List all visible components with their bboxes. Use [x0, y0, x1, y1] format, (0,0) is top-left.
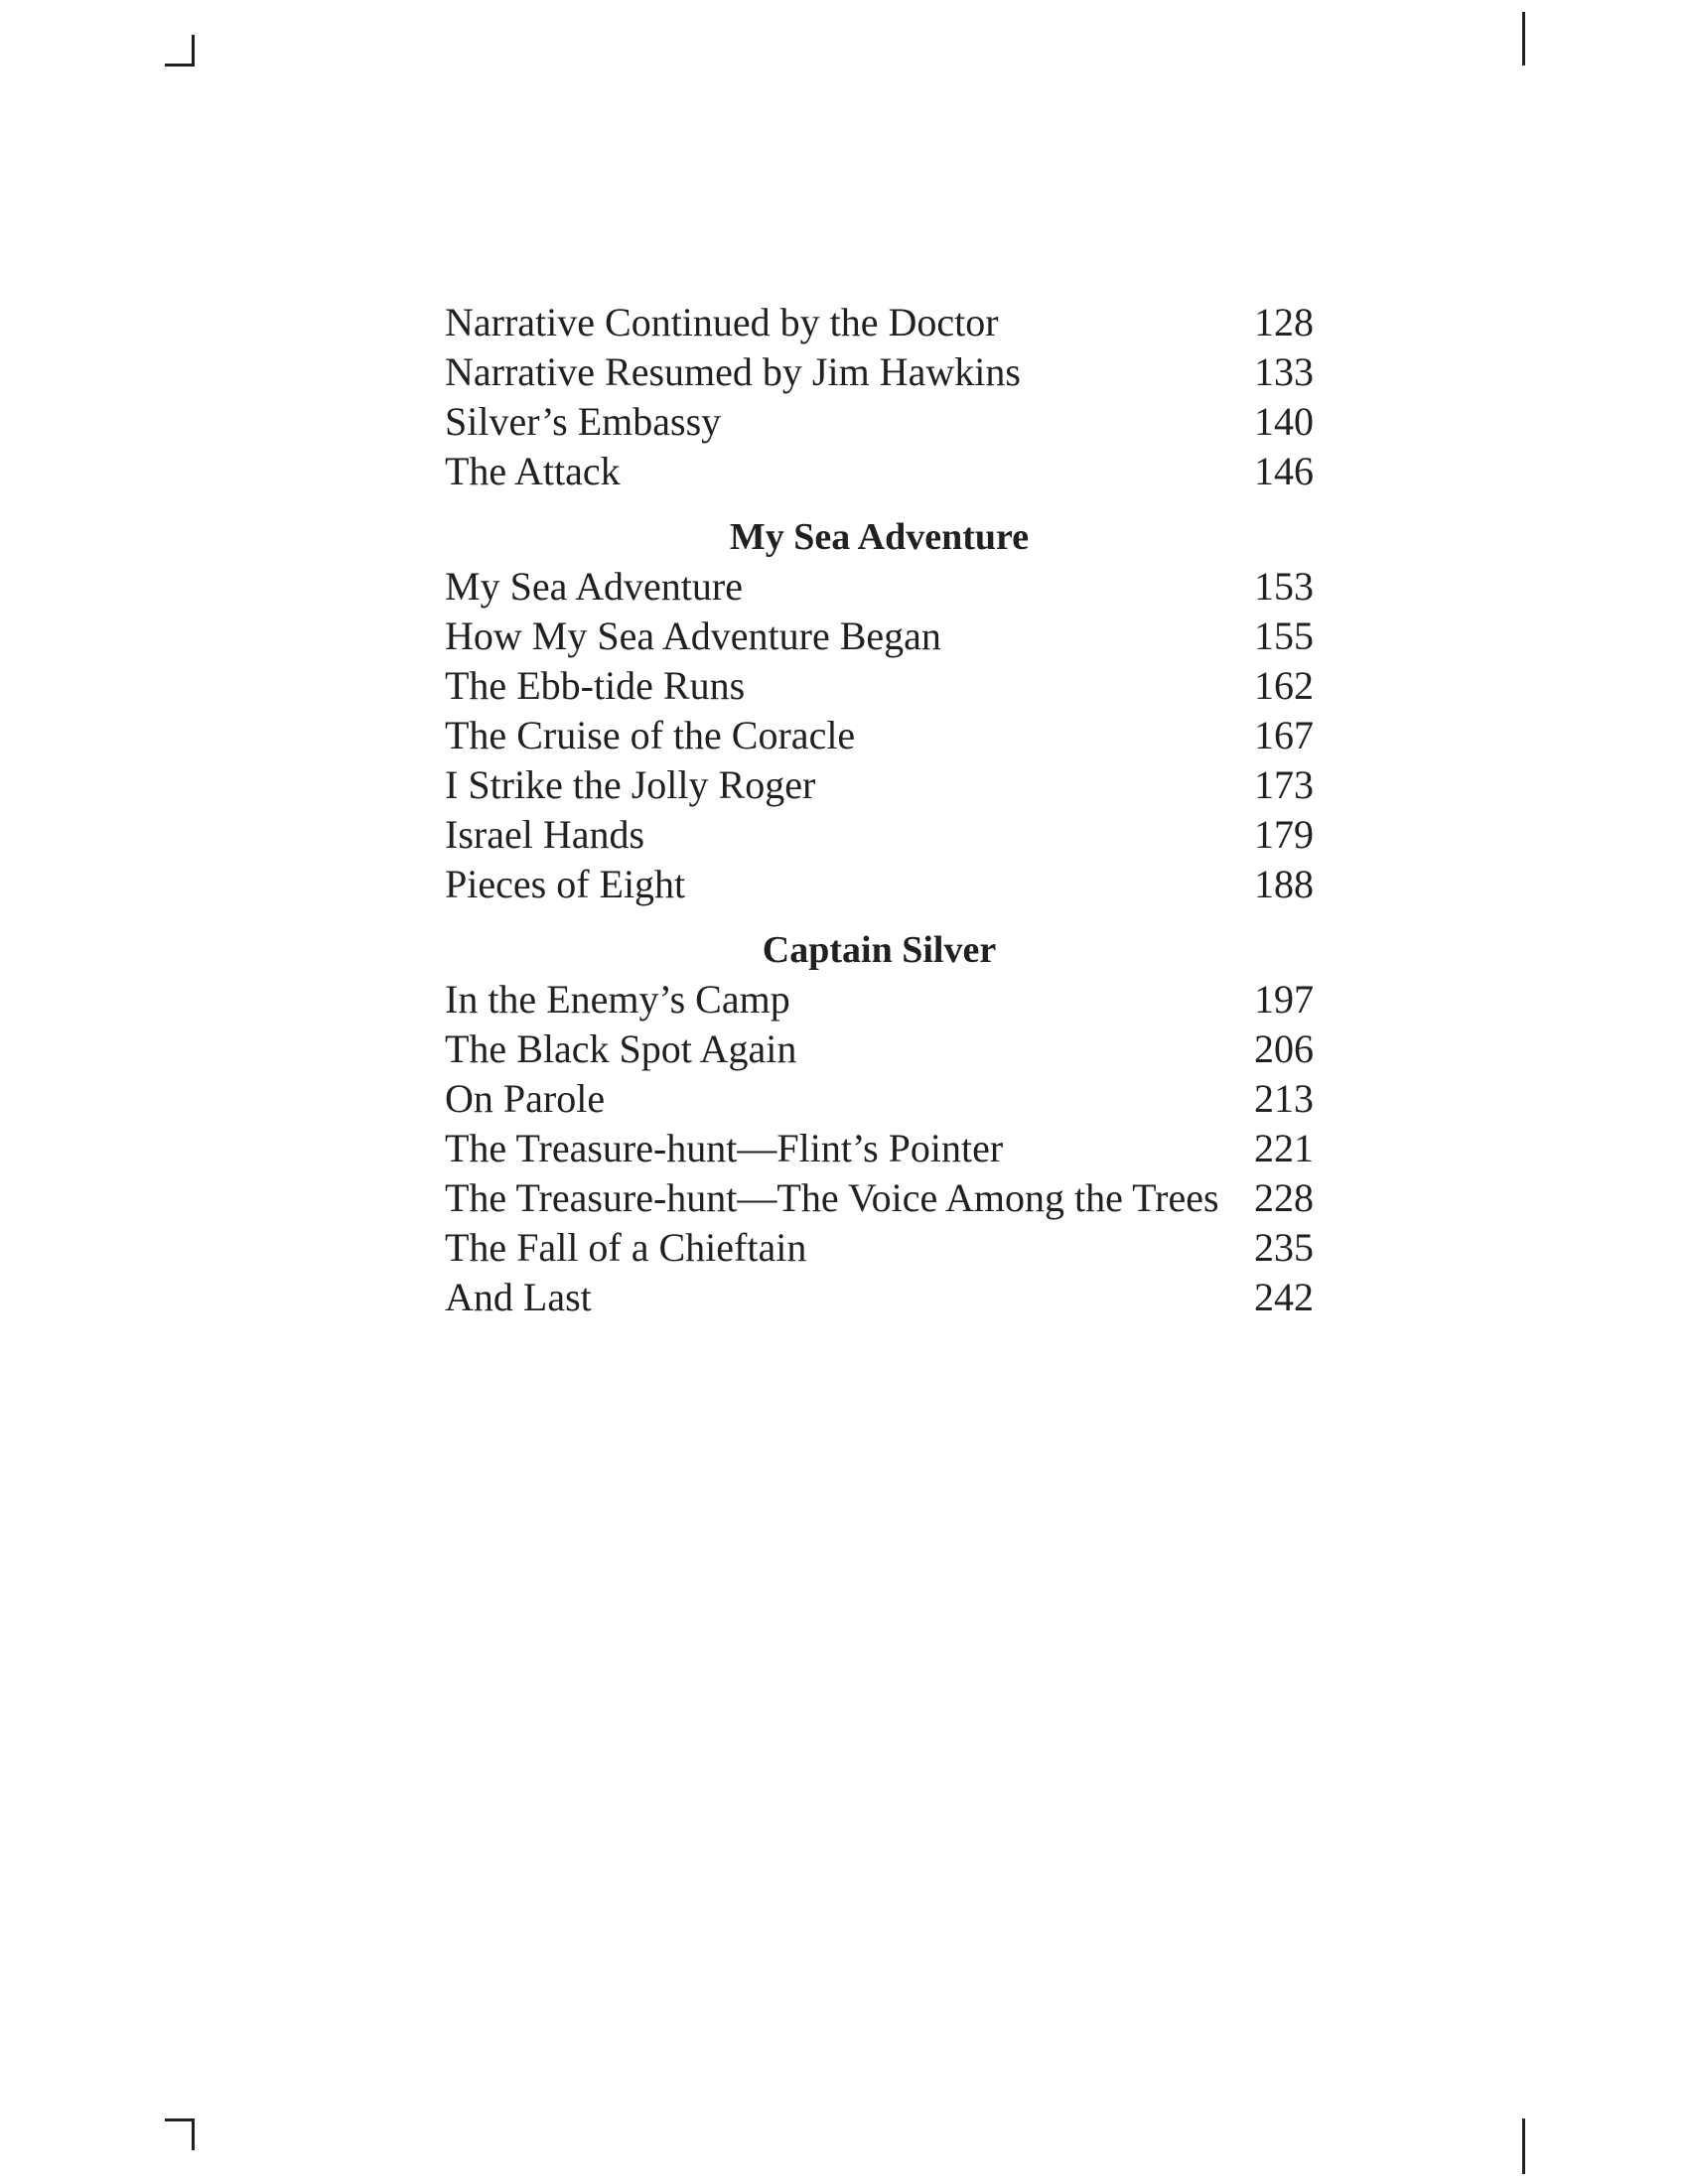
toc-entry-title: How My Sea Adventure Began: [445, 614, 941, 658]
toc-entry-page: 213: [1254, 1076, 1314, 1121]
toc-entry-page: 133: [1254, 349, 1314, 394]
toc-entry-page: 162: [1254, 663, 1314, 708]
toc-entry: [445, 447, 1314, 496]
toc-entry-page: 235: [1254, 1225, 1314, 1270]
toc-entry: [445, 1124, 1314, 1173]
toc-entry: [445, 661, 1314, 711]
toc-entry-title: The Treasure-hunt—Flint’s Pointer: [445, 1126, 1004, 1170]
toc-entry: [445, 1273, 1314, 1322]
toc-entry: [445, 860, 1314, 909]
toc-entry-title: My Sea Adventure: [445, 564, 743, 609]
toc-entry: [445, 1223, 1314, 1273]
toc-entry-page: 128: [1254, 300, 1314, 344]
toc-entry-page: 228: [1254, 1175, 1314, 1220]
toc-entry: [445, 612, 1314, 661]
toc-section-my-sea-adventure: [445, 512, 1314, 909]
toc-entry: [445, 810, 1314, 860]
toc-entry-page: 206: [1254, 1026, 1314, 1071]
toc-entry-page: 173: [1254, 762, 1314, 807]
toc-entry-page: 153: [1254, 564, 1314, 609]
toc-entry-page: 167: [1254, 713, 1314, 757]
toc-entry-title: Israel Hands: [445, 812, 645, 857]
toc-entry-page: 242: [1254, 1275, 1314, 1319]
section-heading: Captain Silver: [762, 929, 997, 971]
toc-entry-title: The Ebb-tide Runs: [445, 663, 746, 708]
toc-intro-group: [445, 298, 1314, 496]
toc-entry-title: The Black Spot Again: [445, 1026, 797, 1071]
toc-entry: [445, 760, 1314, 810]
toc-entry-title: I Strike the Jolly Roger: [445, 762, 816, 807]
toc-entry-title: In the Enemy’s Camp: [445, 977, 790, 1022]
table-of-contents: [445, 298, 1314, 1322]
toc-entry: [445, 397, 1314, 447]
toc-entry-title: On Parole: [445, 1076, 606, 1121]
toc-entry: [445, 1173, 1314, 1223]
toc-entry-title: And Last: [445, 1275, 592, 1319]
toc-entry: [445, 347, 1314, 397]
toc-entry: [445, 298, 1314, 347]
toc-entry-title: The Cruise of the Coracle: [445, 713, 856, 757]
toc-entry-title: Pieces of Eight: [445, 862, 686, 906]
toc-entry-title: Narrative Continued by the Doctor: [445, 300, 999, 344]
toc-entry-page: 188: [1254, 862, 1314, 906]
toc-entry-page: 179: [1254, 812, 1314, 857]
toc-entry-page: 140: [1254, 399, 1314, 444]
toc-entry-title: The Attack: [445, 449, 621, 493]
toc-entry: [445, 711, 1314, 760]
toc-entry-page: 146: [1254, 449, 1314, 493]
toc-entry-title: Narrative Resumed by Jim Hawkins: [445, 349, 1021, 394]
toc-section-captain-silver: [445, 925, 1314, 1322]
toc-entry-title: Silver’s Embassy: [445, 399, 722, 444]
toc-entry: [445, 562, 1314, 612]
toc-entry-title: The Fall of a Chieftain: [445, 1225, 807, 1270]
toc-entry: [445, 1024, 1314, 1074]
toc-entry-page: 155: [1254, 614, 1314, 658]
toc-entry: [445, 975, 1314, 1024]
toc-entry-page: 197: [1254, 977, 1314, 1022]
toc-entry-title: The Treasure-hunt—The Voice Among the Trees: [445, 1175, 1219, 1220]
toc-entry-page: 221: [1254, 1126, 1314, 1170]
toc-entry: [445, 1074, 1314, 1124]
section-heading: My Sea Adventure: [729, 516, 1030, 558]
